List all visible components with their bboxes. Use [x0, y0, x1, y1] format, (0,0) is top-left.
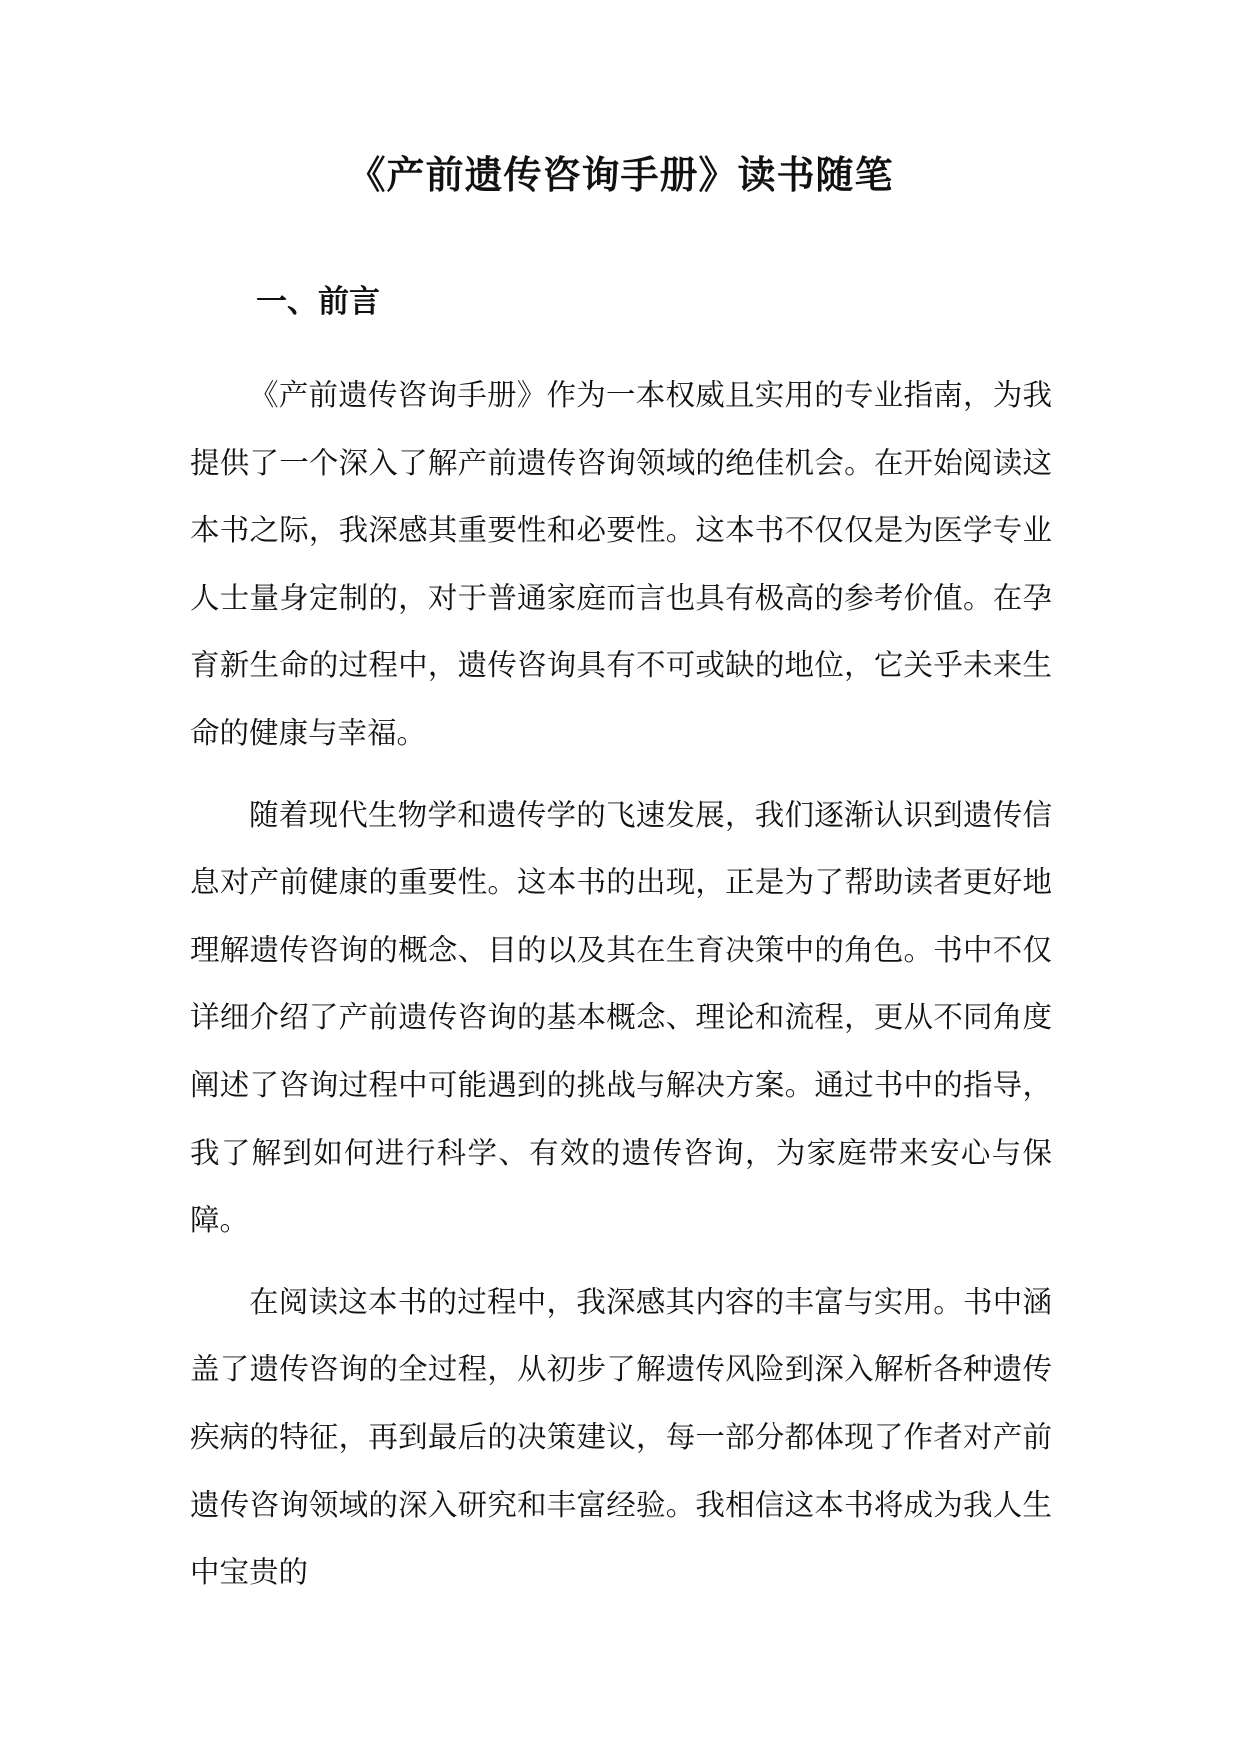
document-title: 《产前遗传咨询手册》读书随笔 [347, 152, 894, 197]
section-heading: 一、前言 [256, 284, 380, 320]
paragraph: 随着现代生物学和遗传学的飞速发展，我们逐渐认识到遗传信息对产前健康的重要性。这本书的出现，正是为了帮助读者更好地理解遗传咨询的概念、目的以及其在生育决策中的角色。书中不仅详细介绍了产前遗传咨询的基本概念、理论和流程，更从不同角度阐述了咨询过程中可能遇到的挑战与解决方案。通过书中的指导，我了解到如何进行科学、有效的遗传咨询，为家庭带来安心与保障。 [190, 797, 1052, 1238]
paragraph: 在阅读这本书的过程中，我深感其内容的丰富与实用。书中涵盖了遗传咨询的全过程，从初步了解遗传风险到深入解析各种遗传疾病的特征，再到最后的决策建议，每一部分都体现了作者对产前遗传咨询领域的深入研究和丰富经验。我相信这本书将成为我人生中宝贵的 [190, 1284, 1052, 1590]
document-body [190, 362, 1052, 1621]
paragraph: 《产前遗传咨询手册》作为一本权威且实用的专业指南，为我提供了一个深入了解产前遗传咨询领域的绝佳机会。在开始阅读这本书之际，我深感其重要性和必要性。这本书不仅仅是为医学专业人士量身定制的，对于普通家庭而言也具有极高的参考价值。在孕育新生命的过程中，遗传咨询具有不可或缺的地位，它关乎未来生命的健康与幸福。 [190, 378, 1052, 750]
